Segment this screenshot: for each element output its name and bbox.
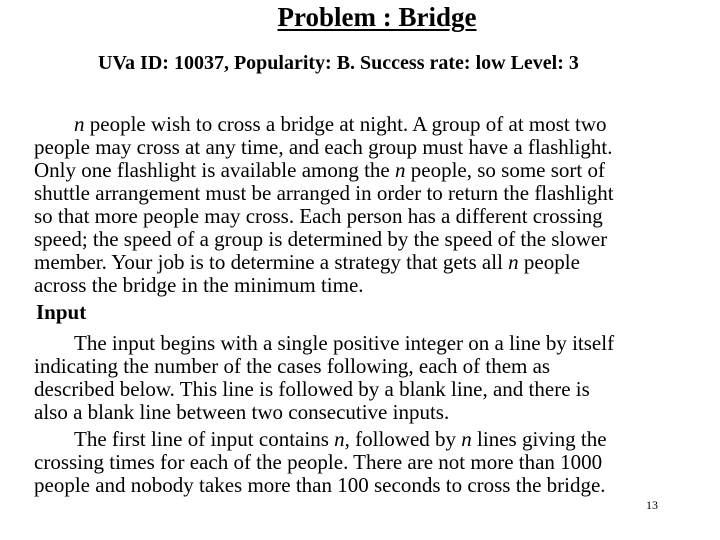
text-line: shuttle arrangement must be arranged in order to return the flashlight xyxy=(34,181,614,205)
text-line: The input begins with a single positive integer on a line by itself xyxy=(74,331,615,355)
problem-metadata: UVa ID: 10037, Popularity: B. Success rate: low Level: 3 xyxy=(98,52,579,74)
page-title: Problem : Bridge xyxy=(277,2,477,32)
text-line: indicating the number of the cases following, each of them as xyxy=(34,354,551,378)
text-line: The first line of input contains n, followed by n lines giving the xyxy=(74,427,607,451)
text-line: speed; the speed of a group is determined by the speed of the slower xyxy=(34,227,608,251)
text-line: n people wish to cross a bridge at night. A group of at most two xyxy=(74,112,607,136)
text-line: so that more people may cross. Each person has a different crossing xyxy=(34,204,603,228)
text-line: Only one flashlight is available among the n people, so some sort of xyxy=(34,158,605,182)
text-line: across the bridge in the minimum time. xyxy=(34,273,364,297)
text-line: also a blank line between two consecutive inputs. xyxy=(34,400,450,424)
text-line: member. Your job is to determine a strategy that gets all n people xyxy=(34,250,580,274)
text-line: described below. This line is followed by a blank line, and there is xyxy=(34,377,590,401)
text-line: people may cross at any time, and each group must have a flashlight. xyxy=(34,135,613,159)
text-line: crossing times for each of the people. There are not more than 1000 xyxy=(34,450,603,474)
page-number: 13 xyxy=(646,498,658,512)
text-line: people and nobody takes more than 100 seconds to cross the bridge. xyxy=(34,473,606,497)
input-heading: Input xyxy=(36,300,87,324)
